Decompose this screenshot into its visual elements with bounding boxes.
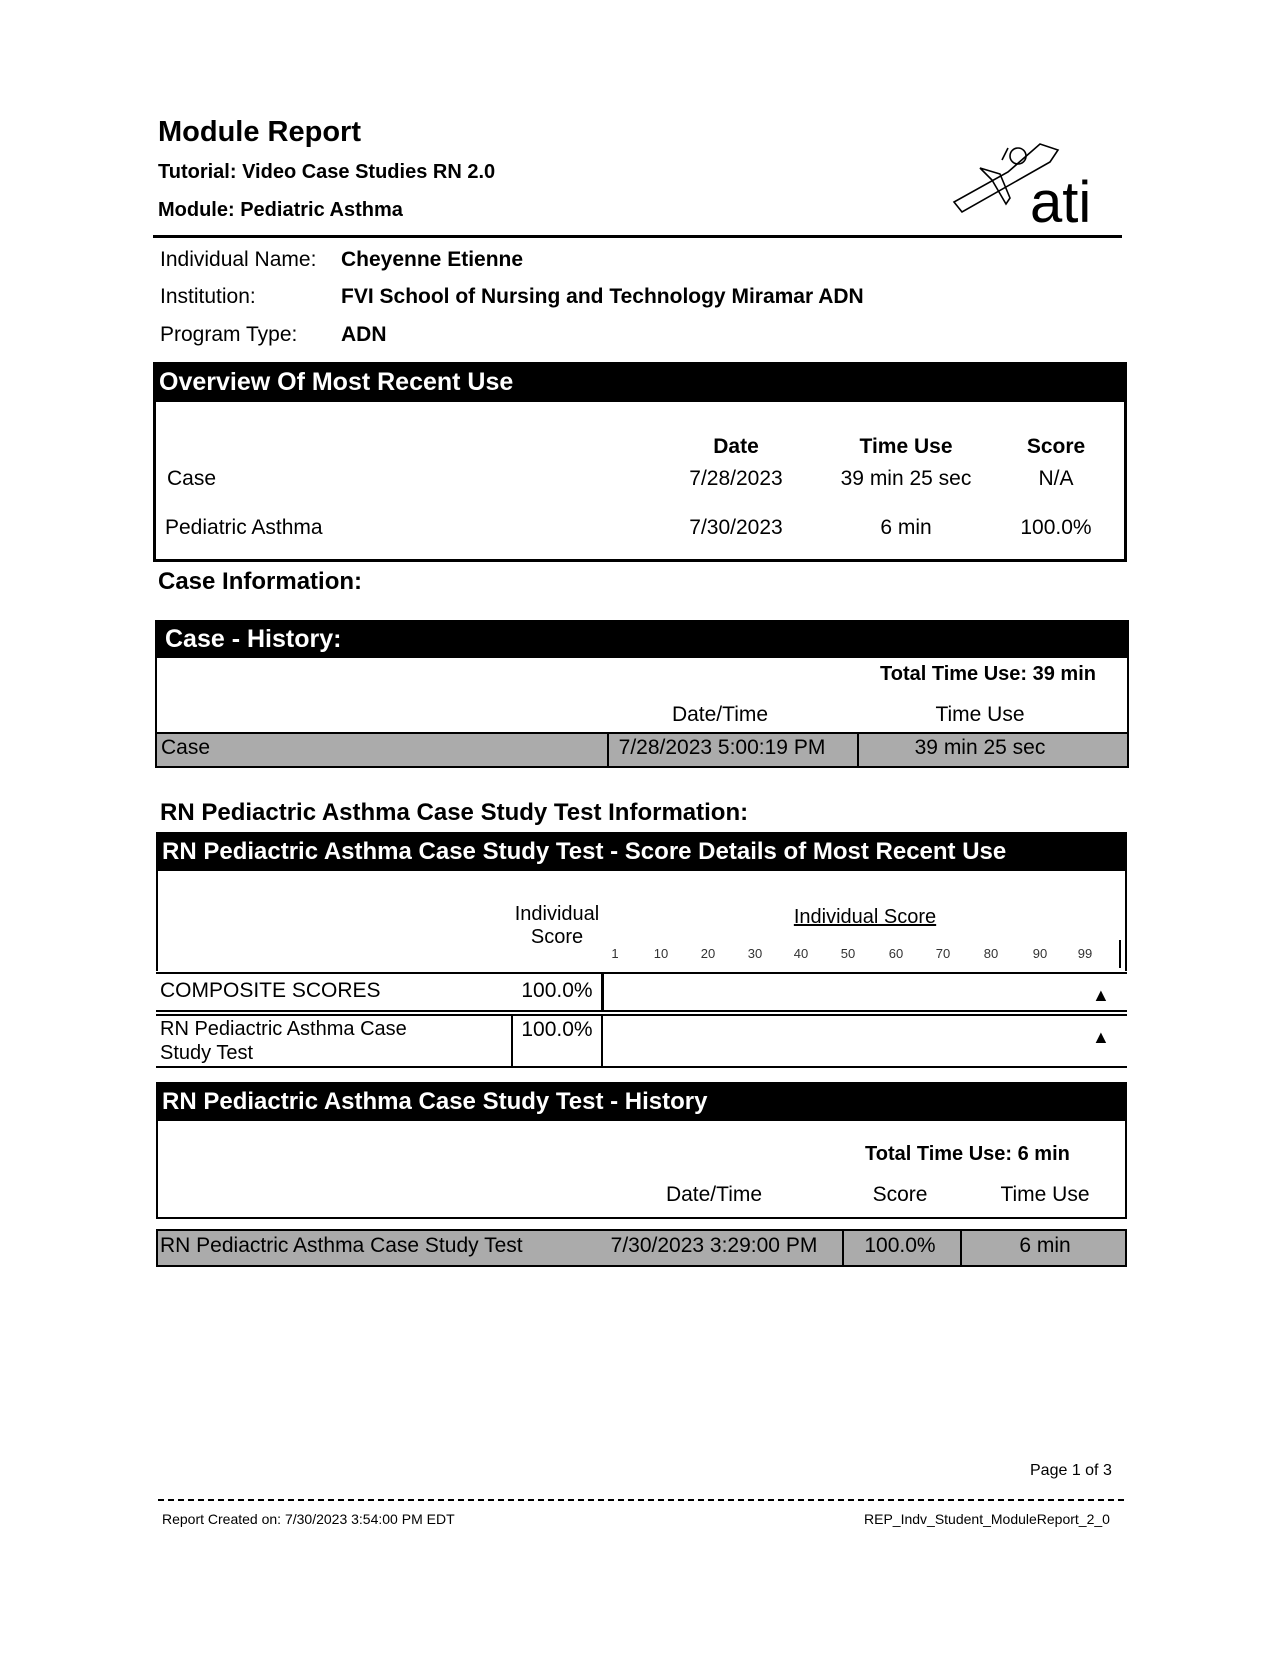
case-total-time-use: Total Time Use: 39 min: [880, 663, 1096, 685]
test-row-name: RN Pediactric Asthma Case: [160, 1018, 407, 1040]
overview-row-score: 100.0%: [1020, 516, 1092, 539]
test-col-score: Score: [872, 1183, 928, 1206]
score-header-divider: [156, 972, 1127, 974]
row-divider: [156, 1010, 1127, 1012]
scale-tick-label: 30: [747, 946, 763, 961]
test-history-row-datetime: 7/30/2023 3:29:00 PM: [610, 1234, 818, 1257]
scale-end-mark: [1119, 940, 1121, 968]
overview-row-name: Case: [167, 467, 217, 490]
institution-label: Institution:: [160, 285, 256, 308]
cell-divider: [842, 1231, 844, 1265]
ati-logo: [950, 140, 1120, 230]
scale-tick-label: 10: [653, 946, 669, 961]
composite-scores-label: COMPOSITE SCORES: [160, 979, 381, 1002]
cell-divider: [960, 1231, 962, 1265]
scale-tick-label: 70: [935, 946, 951, 961]
case-row-name: Case: [161, 736, 211, 759]
case-history-title-bar: Case - History:: [155, 620, 1129, 658]
test-col-time-use: Time Use: [1000, 1183, 1090, 1206]
scale-tick-label: 90: [1032, 946, 1048, 961]
individual-score-label: Score: [530, 926, 584, 948]
overview-row-score: N/A: [1038, 467, 1074, 490]
program-type-value: ADN: [341, 323, 387, 346]
cell-divider: [601, 972, 604, 1012]
row-divider: [156, 1014, 1127, 1016]
module-label: Module: Pediatric Asthma: [158, 199, 403, 221]
scale-tick-label: 20: [700, 946, 716, 961]
overview-title-bar: Overview Of Most Recent Use: [153, 362, 1127, 402]
scale-tick-label: 50: [840, 946, 856, 961]
page-title: Module Report: [158, 116, 361, 148]
overview-col-score: Score: [1026, 435, 1086, 458]
test-information-heading: RN Pediactric Asthma Case Study Test Information:: [160, 799, 749, 826]
test-history-title-bar: RN Pediactric Asthma Case Study Test - History: [156, 1082, 1127, 1121]
individual-name-label: Individual Name:: [160, 248, 317, 271]
cell-divider: [857, 734, 859, 766]
test-row-name: Study Test: [160, 1042, 254, 1064]
test-row-score: 100.0%: [521, 1018, 593, 1041]
overview-row-date: 7/28/2023: [689, 467, 783, 490]
individual-name-value: Cheyenne Etienne: [341, 248, 524, 271]
case-row-time: 39 min 25 sec: [914, 736, 1046, 759]
program-type-label: Program Type:: [160, 323, 298, 346]
score-details-right-border: [1125, 871, 1127, 971]
test-history-row-time: 6 min: [1019, 1234, 1071, 1257]
test-col-datetime: Date/Time: [665, 1183, 763, 1206]
case-row-datetime: 7/28/2023 5:00:19 PM: [618, 736, 826, 759]
scale-tick-label: 40: [793, 946, 809, 961]
cell-divider: [601, 1014, 603, 1068]
footer-divider: [158, 1499, 1124, 1501]
test-history-row-name: RN Pediactric Asthma Case Study Test: [160, 1234, 523, 1257]
scale-tick-label: 99: [1077, 946, 1093, 961]
institution-value: FVI School of Nursing and Technology Miramar ADN: [341, 285, 864, 308]
score-details-left-border: [156, 871, 158, 971]
tutorial-label: Tutorial: Video Case Studies RN 2.0: [158, 161, 496, 183]
overview-col-date: Date: [713, 435, 759, 458]
report-created: Report Created on: 7/30/2023 3:54:00 PM EDT: [162, 1511, 455, 1527]
test-history-row-score: 100.0%: [864, 1234, 936, 1257]
case-information-heading: Case Information:: [158, 568, 363, 595]
scale-tick-label: 80: [983, 946, 999, 961]
header-divider: [153, 235, 1122, 238]
row-divider: [156, 1066, 1127, 1068]
composite-score-value: 100.0%: [521, 979, 593, 1002]
page-number: Page 1 of 3: [1030, 1462, 1112, 1479]
overview-row-time: 6 min: [880, 516, 932, 539]
ati-logo-text: ati: [1030, 170, 1092, 230]
scale-tick-label: 60: [888, 946, 904, 961]
individual-score-label: Individual: [514, 903, 600, 925]
overview-row-time: 39 min 25 sec: [840, 467, 972, 490]
score-marker-icon: ▲: [1092, 985, 1110, 1005]
test-total-time-use: Total Time Use: 6 min: [865, 1143, 1070, 1165]
score-scale-axis: [605, 946, 1125, 972]
overview-row-date: 7/30/2023: [689, 516, 783, 539]
score-details-title-bar: RN Pediactric Asthma Case Study Test - Score Details of Most Recent Use: [156, 832, 1127, 871]
score-marker-icon: ▲: [1092, 1027, 1110, 1047]
overview-col-time-use: Time Use: [859, 435, 953, 458]
scale-tick-label: 1: [611, 946, 619, 961]
case-col-time-use: Time Use: [935, 703, 1025, 726]
report-id: REP_Indv_Student_ModuleReport_2_0: [864, 1511, 1110, 1527]
individual-score-scale-title: Individual Score: [793, 906, 937, 928]
case-col-datetime: Date/Time: [671, 703, 769, 726]
overview-row-name: Pediatric Asthma: [165, 516, 323, 539]
